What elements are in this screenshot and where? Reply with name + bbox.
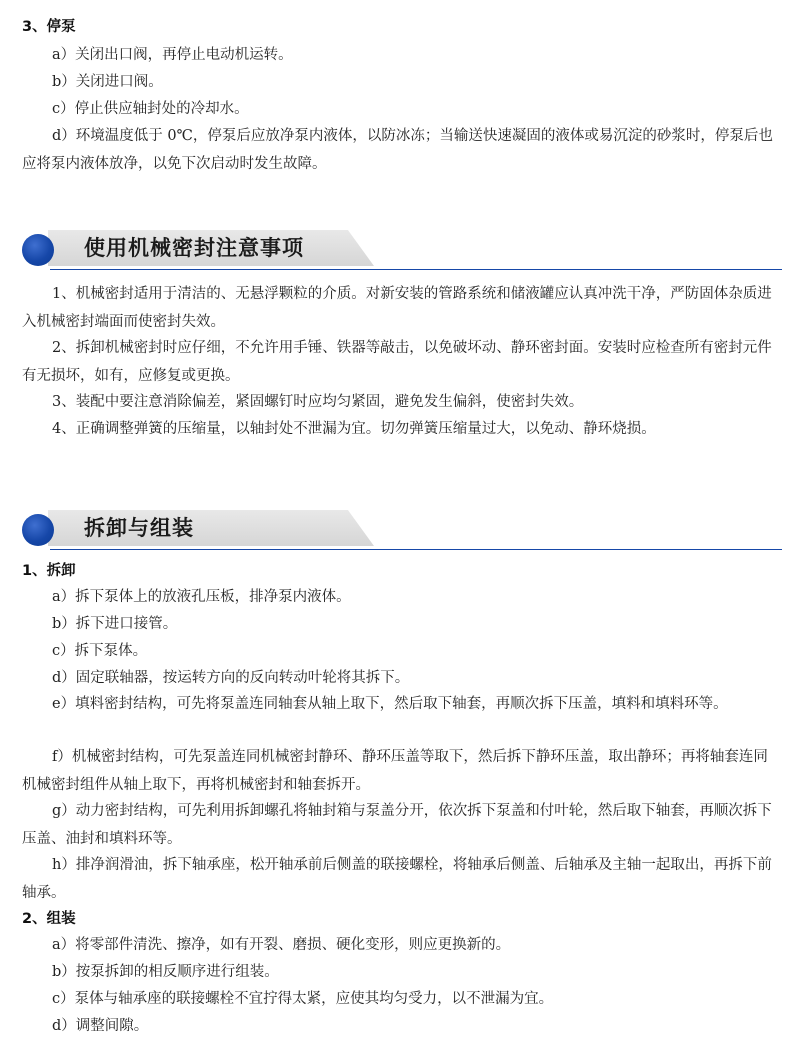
seal-note-2: 2、拆卸机械密封时应仔细，不允许用手锤、铁器等敲击，以免破坏动、静环密封面。安装时应检查所有密封元件有无损坏，如有，应修复或更换。 bbox=[22, 340, 772, 384]
section-header-mechanical-seal bbox=[22, 228, 782, 276]
disassembly-item-f: f）机械密封结构，可先泵盖连同机械密封静环、静环压盖等取下，然后拆下静环压盖，取出静环；再将轴套连同机械密封组件从轴上取下，再将机械密封和轴套拆开。 bbox=[22, 749, 768, 793]
stop-pump-item-d: d）环境温度低于 0℃，停泵后应放净泵内液体，以防冰冻；当输送快速凝固的液体或易沉淀的砂浆时，停泵后也应将泵内液体放净，以免下次启动时发生故障。 bbox=[22, 128, 773, 172]
assembly-item-b: b）按泵拆卸的相反顺序进行组装。 bbox=[52, 964, 279, 980]
assembly-item-a: a）将零部件清洗、擦净，如有开裂、磨损、硬化变形，则应更换新的。 bbox=[52, 937, 511, 953]
seal-note-4: 4、正确调整弹簧的压缩量，以轴封处不泄漏为宜。切勿弹簧压缩量过大，以免动、静环烧损。 bbox=[52, 421, 656, 437]
disassembly-item-a: a）拆下泵体上的放液孔压板，排净泵内液体。 bbox=[52, 589, 351, 605]
stop-pump-item-a: a）关闭出口阀，再停止电动机运转。 bbox=[52, 47, 293, 63]
stop-pump-heading: 3、停泵 bbox=[22, 19, 76, 35]
disassembly-item-e: e）填料密封结构，可先将泵盖连同轴套从轴上取下，然后取下轴套，再顺次拆下压盖，填料和填料环等。 bbox=[52, 696, 728, 712]
assembly-item-d: d）调整间隙。 bbox=[52, 1018, 149, 1034]
seal-note-1: 1、机械密封适用于清洁的、无悬浮颗粒的介质。对新安装的管路系统和储液罐应认真冲洗干净，严防固体杂质进入机械密封端面而使密封失效。 bbox=[22, 286, 772, 330]
section-divider bbox=[50, 269, 782, 270]
section-title: 使用机械密封注意事项 bbox=[84, 236, 304, 260]
seal-note-3: 3、装配中要注意消除偏差，紧固螺钉时应均匀紧固，避免发生偏斜，使密封失效。 bbox=[52, 394, 584, 410]
disassembly-item-b: b）拆下进口接管。 bbox=[52, 616, 178, 632]
disassembly-item-h: h）排净润滑油，拆下轴承座，松开轴承前后侧盖的联接螺栓，将轴承后侧盖、后轴承及主轴一起取出，再拆下前轴承。 bbox=[22, 857, 772, 901]
disassembly-item-d: d）固定联轴器，按运转方向的反向转动叶轮将其拆下。 bbox=[52, 670, 410, 686]
disassembly-heading: 1、拆卸 bbox=[22, 563, 76, 579]
disassembly-item-c: c）拆下泵体。 bbox=[52, 643, 148, 659]
bullet-circle-icon bbox=[22, 234, 54, 266]
section-header-assembly bbox=[22, 508, 782, 556]
stop-pump-item-b: b）关闭进口阀。 bbox=[52, 74, 163, 90]
section-divider bbox=[50, 549, 782, 550]
section-title: 拆卸与组装 bbox=[84, 516, 194, 540]
stop-pump-item-c: c）停止供应轴封处的冷却水。 bbox=[52, 101, 249, 117]
assembly-heading: 2、组装 bbox=[22, 911, 76, 927]
bullet-circle-icon bbox=[22, 514, 54, 546]
assembly-item-c: c）泵体与轴承座的联接螺栓不宜拧得太紧，应使其均匀受力，以不泄漏为宜。 bbox=[52, 991, 554, 1007]
disassembly-item-g: g）动力密封结构，可先利用拆卸螺孔将轴封箱与泵盖分开，依次拆下泵盖和付叶轮，然后取下轴套，再顺次拆下压盖、油封和填料环等。 bbox=[22, 803, 772, 847]
